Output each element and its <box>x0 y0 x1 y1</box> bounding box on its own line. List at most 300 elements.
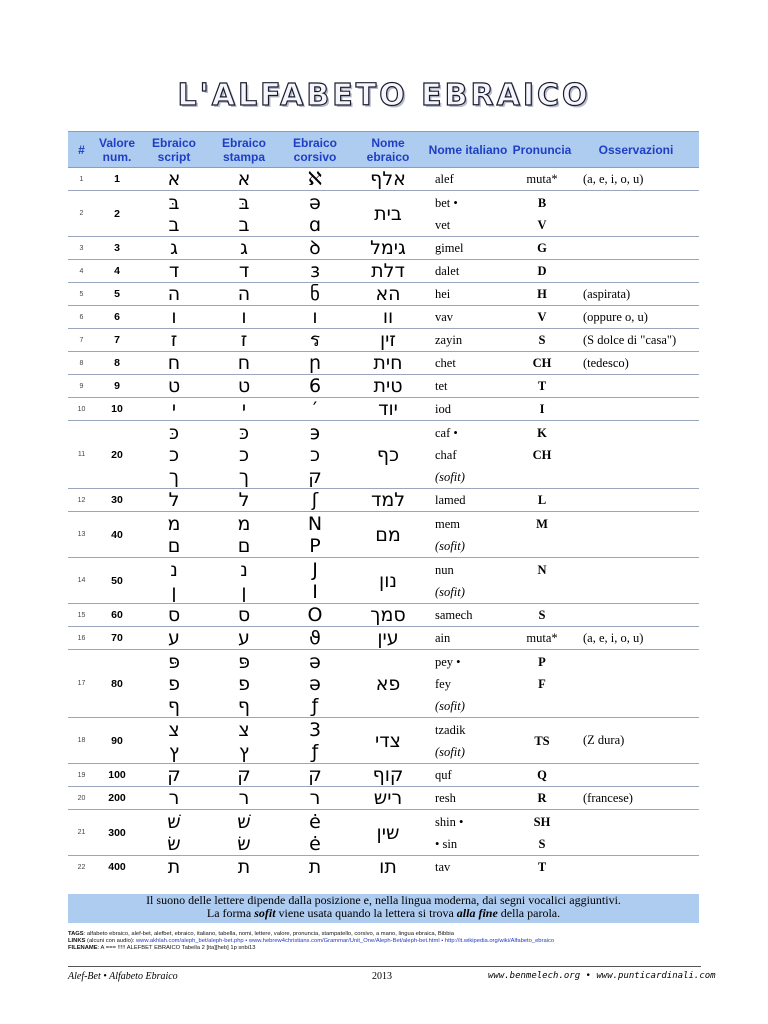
hebrew-print <box>209 558 279 604</box>
observations <box>573 512 699 558</box>
italian-name-line: fey <box>435 676 451 691</box>
italian-name <box>425 512 511 558</box>
table-row <box>68 764 699 787</box>
header-cell: Ebraico stampa <box>209 132 279 168</box>
hebrew-cursive-line: ′ <box>312 398 318 420</box>
footer-websites[interactable]: www.benmelech.org • www.punticardinali.com <box>488 971 716 981</box>
hebrew-script <box>139 856 209 879</box>
observations <box>573 375 699 398</box>
row-index: 3 <box>68 237 95 260</box>
note-line-2-mid: viene usata quando la lettera si trova <box>275 906 457 920</box>
numeric-value: 70 <box>95 627 139 650</box>
hebrew-script <box>139 627 209 650</box>
hebrew-script-line: פ <box>168 672 180 695</box>
hebrew-print <box>209 764 279 787</box>
pronunciation <box>511 168 573 191</box>
hebrew-print-line: כּ <box>238 421 250 444</box>
hebrew-name: צדי <box>351 718 425 764</box>
hebrew-name: קוף <box>351 764 425 787</box>
row-index: 9 <box>68 375 95 398</box>
hebrew-print-line: ל <box>238 489 250 511</box>
hebrew-cursive-line: ϶ <box>309 421 321 444</box>
hebrew-script-line: שׂ <box>167 832 181 855</box>
hebrew-cursive-line: ק <box>308 465 322 488</box>
italian-name-line: quf <box>435 768 452 782</box>
hebrew-print <box>209 329 279 352</box>
pronunciation <box>511 810 573 856</box>
hebrew-cursive <box>279 787 351 810</box>
hebrew-print <box>209 191 279 237</box>
hebrew-cursive <box>279 306 351 329</box>
hebrew-cursive <box>279 191 351 237</box>
italian-name <box>425 398 511 421</box>
links-list[interactable]: www.akhlah.com/aleph_bet/aleph-bet.php • www.hebrew4christians.com/Grammar/Unit_One/Aleph-Bet/aleph-bet.html • http://it.wikipedia.org/wiki/Alfabeto_ebraico <box>136 938 555 944</box>
italian-name-line: ain <box>435 631 451 645</box>
row-index: 21 <box>68 810 95 856</box>
header-cell: Osservazioni <box>573 132 699 168</box>
pronunciation-line: CH <box>532 447 552 462</box>
pronunciation <box>511 489 573 512</box>
pronunciation-line: G <box>537 241 547 255</box>
row-index: 10 <box>68 398 95 421</box>
hebrew-name: תו <box>351 856 425 879</box>
header-cell: Valore num. <box>95 132 139 168</box>
hebrew-cursive-line: 6 <box>308 375 322 397</box>
hebrew-cursive-line: ə <box>309 191 321 214</box>
header-cell: Nome ebraico <box>351 132 425 168</box>
numeric-value: 2 <box>95 191 139 237</box>
italian-name-line: iod <box>435 402 451 416</box>
pronunciation-line: M <box>536 516 548 531</box>
hebrew-script-line: ו <box>171 306 177 328</box>
observations <box>573 604 699 627</box>
observations: (Z dura) <box>573 718 699 764</box>
italian-name <box>425 168 511 191</box>
hebrew-print-line: ט <box>237 375 251 397</box>
hebrew-print-line: ך <box>238 465 250 488</box>
observations <box>573 558 699 604</box>
italian-name <box>425 375 511 398</box>
hebrew-script <box>139 168 209 191</box>
hebrew-cursive <box>279 650 351 718</box>
hebrew-print-line: מ <box>237 512 251 535</box>
hebrew-name: בית <box>351 191 425 237</box>
hebrew-print-line: א <box>237 168 251 190</box>
italian-name <box>425 191 511 237</box>
pronunciation <box>511 375 573 398</box>
table-row <box>68 260 699 283</box>
hebrew-cursive <box>279 237 351 260</box>
note-sofit: sofit <box>254 906 276 920</box>
tags-text: : alfabeto ebraico, alef-bet, alefbet, ebraico, italiano, tabella, nomi, lettere, valore, pronuncia, stampatello, corsivo, a mano, lingua ebraica, Bibbia <box>83 931 454 937</box>
italian-name <box>425 604 511 627</box>
table-row <box>68 558 699 604</box>
hebrew-name: מם <box>351 512 425 558</box>
table-header-row <box>68 132 699 168</box>
observations: (a, e, i, o, u) <box>573 168 699 191</box>
hebrew-script <box>139 810 209 856</box>
numeric-value: 9 <box>95 375 139 398</box>
table-row <box>68 283 699 306</box>
table-row <box>68 627 699 650</box>
table-row <box>68 375 699 398</box>
hebrew-cursive-line: ו <box>312 306 318 328</box>
hebrew-print <box>209 512 279 558</box>
hebrew-print-line: ע <box>238 627 250 649</box>
italian-name <box>425 810 511 856</box>
header-cell: # <box>68 132 95 168</box>
hebrew-print-line: ם <box>237 534 251 557</box>
pronunciation-line: V <box>537 217 547 232</box>
hebrew-script-line: בּ <box>168 191 180 214</box>
hebrew-script <box>139 558 209 604</box>
hebrew-name: למד <box>351 489 425 512</box>
hebrew-script-line: צ <box>168 718 180 741</box>
hebrew-script-line: ב <box>168 213 180 236</box>
italian-name-line: caf • <box>435 425 458 440</box>
hebrew-print-line: ן <box>241 580 247 603</box>
pronunciation-line <box>511 535 573 557</box>
hebrew-print <box>209 352 279 375</box>
hebrew-cursive-line: ϑ <box>309 627 321 649</box>
note-line-2 <box>68 907 699 920</box>
pronunciation-line <box>511 581 573 603</box>
hebrew-print <box>209 237 279 260</box>
hebrew-script-line: א <box>167 168 181 190</box>
row-index: 17 <box>68 650 95 718</box>
numeric-value: 5 <box>95 283 139 306</box>
hebrew-cursive <box>279 718 351 764</box>
hebrew-cursive-line: 3 <box>308 718 322 741</box>
hebrew-script-line: ע <box>168 627 180 649</box>
pronunciation-line <box>511 466 573 488</box>
hebrew-print <box>209 810 279 856</box>
note-alla-fine: alla fine <box>456 906 498 920</box>
hebrew-name: זין <box>351 329 425 352</box>
hebrew-script-line: ח <box>167 352 181 374</box>
hebrew-cursive-line: ė <box>309 832 321 855</box>
pronunciation <box>511 558 573 604</box>
table-row <box>68 329 699 352</box>
observations <box>573 398 699 421</box>
italian-name-line: (sofit) <box>435 584 465 599</box>
pronunciation-line: Q <box>537 768 547 782</box>
pronunciation <box>511 718 573 764</box>
pronunciation-line: S <box>538 836 546 851</box>
numeric-value: 50 <box>95 558 139 604</box>
hebrew-script-line: נ <box>170 558 178 581</box>
hebrew-script-line: ך <box>168 465 180 488</box>
alphabet-table <box>68 131 699 879</box>
header-cell: Pronuncia <box>511 132 573 168</box>
italian-name <box>425 489 511 512</box>
hebrew-print <box>209 260 279 283</box>
table-row <box>68 421 699 489</box>
table-row <box>68 352 699 375</box>
italian-name-line: samech <box>435 608 473 622</box>
pronunciation-line: TS <box>534 733 550 748</box>
hebrew-script-line: ג <box>170 237 178 259</box>
header-cell: Ebraico script <box>139 132 209 168</box>
italian-name-line: (sofit) <box>435 744 465 759</box>
hebrew-cursive <box>279 512 351 558</box>
meta-links <box>68 938 708 945</box>
hebrew-cursive-line: ℵ <box>307 168 323 190</box>
hebrew-print-line: כ <box>238 443 250 466</box>
hebrew-cursive-line: ɜ <box>309 260 321 282</box>
numeric-value: 40 <box>95 512 139 558</box>
hebrew-print-line: נ <box>240 558 248 581</box>
meta-tags <box>68 931 708 938</box>
hebrew-script-line: פּ <box>168 650 180 673</box>
hebrew-script-line: ד <box>168 260 180 282</box>
hebrew-script-line: ט <box>167 375 181 397</box>
observations: (oppure o, u) <box>573 306 699 329</box>
hebrew-script <box>139 718 209 764</box>
hebrew-name: הא <box>351 283 425 306</box>
italian-name-line: mem <box>435 516 460 531</box>
row-index: 4 <box>68 260 95 283</box>
observations: (francese) <box>573 787 699 810</box>
row-index: 6 <box>68 306 95 329</box>
hebrew-cursive <box>279 489 351 512</box>
table-row <box>68 398 699 421</box>
pronunciation-line: muta* <box>526 631 558 645</box>
pronunciation <box>511 650 573 718</box>
numeric-value: 7 <box>95 329 139 352</box>
hebrew-script <box>139 604 209 627</box>
pronunciation <box>511 856 573 879</box>
pronunciation-line: P <box>538 654 546 669</box>
numeric-value: 20 <box>95 421 139 489</box>
pronunciation-line: K <box>537 425 547 440</box>
italian-name-line: hei <box>435 287 451 301</box>
observations <box>573 856 699 879</box>
hebrew-script <box>139 650 209 718</box>
hebrew-print-line: ת <box>237 856 251 879</box>
hebrew-cursive-line: ר <box>309 787 321 809</box>
hebrew-name: וו <box>351 306 425 329</box>
hebrew-cursive <box>279 398 351 421</box>
hebrew-print-line: ס <box>237 604 251 626</box>
italian-name-line: vet <box>435 217 451 232</box>
hebrew-print-line: ר <box>238 787 250 809</box>
pronunciation-line: S <box>538 333 546 347</box>
italian-name-line: zayin <box>435 333 463 347</box>
row-index: 18 <box>68 718 95 764</box>
hebrew-script-line: ק <box>167 764 181 786</box>
hebrew-script <box>139 489 209 512</box>
hebrew-print-line: ק <box>237 764 251 786</box>
hebrew-print <box>209 283 279 306</box>
row-index: 7 <box>68 329 95 352</box>
hebrew-cursive-line: I <box>312 580 318 603</box>
pronunciation <box>511 627 573 650</box>
table-row <box>68 718 699 764</box>
hebrew-script <box>139 512 209 558</box>
hebrew-print <box>209 375 279 398</box>
pronunciation-line: V <box>537 310 547 324</box>
italian-name-line: tet <box>435 379 448 393</box>
hebrew-script-line: ז <box>170 329 178 351</box>
table-row <box>68 191 699 237</box>
row-index: 16 <box>68 627 95 650</box>
italian-name-line: chet <box>435 356 456 370</box>
hebrew-script-line: כ <box>168 443 180 466</box>
row-index: 2 <box>68 191 95 237</box>
hebrew-cursive <box>279 168 351 191</box>
hebrew-script <box>139 191 209 237</box>
italian-name <box>425 306 511 329</box>
numeric-value: 60 <box>95 604 139 627</box>
hebrew-cursive <box>279 375 351 398</box>
hebrew-script <box>139 283 209 306</box>
row-index: 15 <box>68 604 95 627</box>
pronunciation-line: B <box>537 195 547 210</box>
header-cell: Nome italiano <box>425 132 511 168</box>
footer-year: 2013 <box>372 971 392 982</box>
hebrew-script-line: ה <box>167 283 181 305</box>
italian-name <box>425 283 511 306</box>
numeric-value: 6 <box>95 306 139 329</box>
numeric-value: 80 <box>95 650 139 718</box>
hebrew-cursive-line: ə <box>309 672 321 695</box>
table-row <box>68 489 699 512</box>
italian-name <box>425 650 511 718</box>
hebrew-cursive-line: ק <box>308 764 322 786</box>
hebrew-print-line: שׂ <box>237 832 251 855</box>
hebrew-cursive-line: כ <box>309 443 321 466</box>
hebrew-script <box>139 306 209 329</box>
hebrew-cursive-line: ė <box>309 810 321 833</box>
alphabet-table-wrapper <box>68 131 699 879</box>
hebrew-name: שין <box>351 810 425 856</box>
pronunciation <box>511 191 573 237</box>
numeric-value: 8 <box>95 352 139 375</box>
pronunciation-line: muta* <box>526 172 558 186</box>
hebrew-script-line: ץ <box>168 740 180 763</box>
italian-name <box>425 329 511 352</box>
note-line-1: Il suono delle lettere dipende dalla posizione e, nella lingua moderna, dai segni vocalici aggiuntivi. <box>146 893 621 907</box>
table-row <box>68 604 699 627</box>
numeric-value: 100 <box>95 764 139 787</box>
footer-divider <box>68 966 701 967</box>
hebrew-print <box>209 627 279 650</box>
row-index: 13 <box>68 512 95 558</box>
italian-name-line: (sofit) <box>435 538 465 553</box>
observations: (aspirata) <box>573 283 699 306</box>
hebrew-cursive <box>279 283 351 306</box>
italian-name-line: nun <box>435 562 454 577</box>
hebrew-script-line: ל <box>168 489 180 511</box>
pronunciation <box>511 421 573 489</box>
italian-name <box>425 352 511 375</box>
hebrew-print-line: ב <box>238 213 250 236</box>
hebrew-cursive-line: ə <box>309 650 321 673</box>
observations: (a, e, i, o, u) <box>573 627 699 650</box>
hebrew-cursive <box>279 856 351 879</box>
hebrew-print <box>209 787 279 810</box>
italian-name <box>425 260 511 283</box>
hebrew-print-line: פּ <box>238 650 250 673</box>
hebrew-cursive <box>279 352 351 375</box>
italian-name <box>425 718 511 764</box>
hebrew-print-line: ח <box>237 352 251 374</box>
hebrew-print <box>209 489 279 512</box>
hebrew-name: עין <box>351 627 425 650</box>
pronunciation-line: CH <box>532 356 552 370</box>
row-index: 20 <box>68 787 95 810</box>
row-index: 5 <box>68 283 95 306</box>
italian-name-line: resh <box>435 791 456 805</box>
hebrew-print <box>209 398 279 421</box>
hebrew-cursive <box>279 627 351 650</box>
hebrew-script-line: ס <box>167 604 181 626</box>
italian-name-line: alef <box>435 172 454 186</box>
tags-label: TAGS <box>68 931 84 937</box>
hebrew-print <box>209 168 279 191</box>
italian-name <box>425 237 511 260</box>
observations: (tedesco) <box>573 352 699 375</box>
hebrew-name: נון <box>351 558 425 604</box>
hebrew-script-line: י <box>171 398 177 420</box>
observations <box>573 764 699 787</box>
hebrew-script <box>139 375 209 398</box>
hebrew-print-line: ג <box>240 237 248 259</box>
hebrew-cursive <box>279 260 351 283</box>
filename-text: : A === !!!!! ALEFBET EBRAICO Tabella 2 [ita][heb] 1p snbi13 <box>97 945 256 951</box>
numeric-value: 4 <box>95 260 139 283</box>
table-row <box>68 306 699 329</box>
table-row <box>68 237 699 260</box>
page-title: L'ALFABETO EBRAICO <box>177 78 591 113</box>
hebrew-cursive <box>279 604 351 627</box>
note-line-2-suffix: della parola. <box>497 906 561 920</box>
table-row <box>68 168 699 191</box>
italian-name-line: lamed <box>435 493 466 507</box>
pronunciation <box>511 764 573 787</box>
pronunciation <box>511 512 573 558</box>
pronunciation <box>511 604 573 627</box>
observations <box>573 260 699 283</box>
hebrew-script-line: ר <box>168 787 180 809</box>
italian-name-line: (sofit) <box>435 469 465 484</box>
hebrew-print-line: ץ <box>238 740 250 763</box>
row-index: 11 <box>68 421 95 489</box>
observations <box>573 810 699 856</box>
hebrew-cursive-line: ʃ <box>311 489 319 511</box>
pronunciation-line <box>511 695 573 717</box>
hebrew-name: חית <box>351 352 425 375</box>
row-index: 14 <box>68 558 95 604</box>
italian-name-line: pey • <box>435 654 461 669</box>
pronunciation <box>511 787 573 810</box>
hebrew-script <box>139 421 209 489</box>
hebrew-print-line: צ <box>238 718 250 741</box>
hebrew-cursive-line: ƒ <box>311 694 319 717</box>
italian-name-line: dalet <box>435 264 460 278</box>
meta-filename <box>68 945 708 952</box>
numeric-value: 1 <box>95 168 139 191</box>
italian-name <box>425 627 511 650</box>
links-label: LINKS <box>68 938 86 944</box>
hebrew-cursive <box>279 421 351 489</box>
hebrew-print <box>209 650 279 718</box>
pronunciation-line: SH <box>533 814 551 829</box>
numeric-value: 90 <box>95 718 139 764</box>
hebrew-script <box>139 352 209 375</box>
table-row <box>68 512 699 558</box>
